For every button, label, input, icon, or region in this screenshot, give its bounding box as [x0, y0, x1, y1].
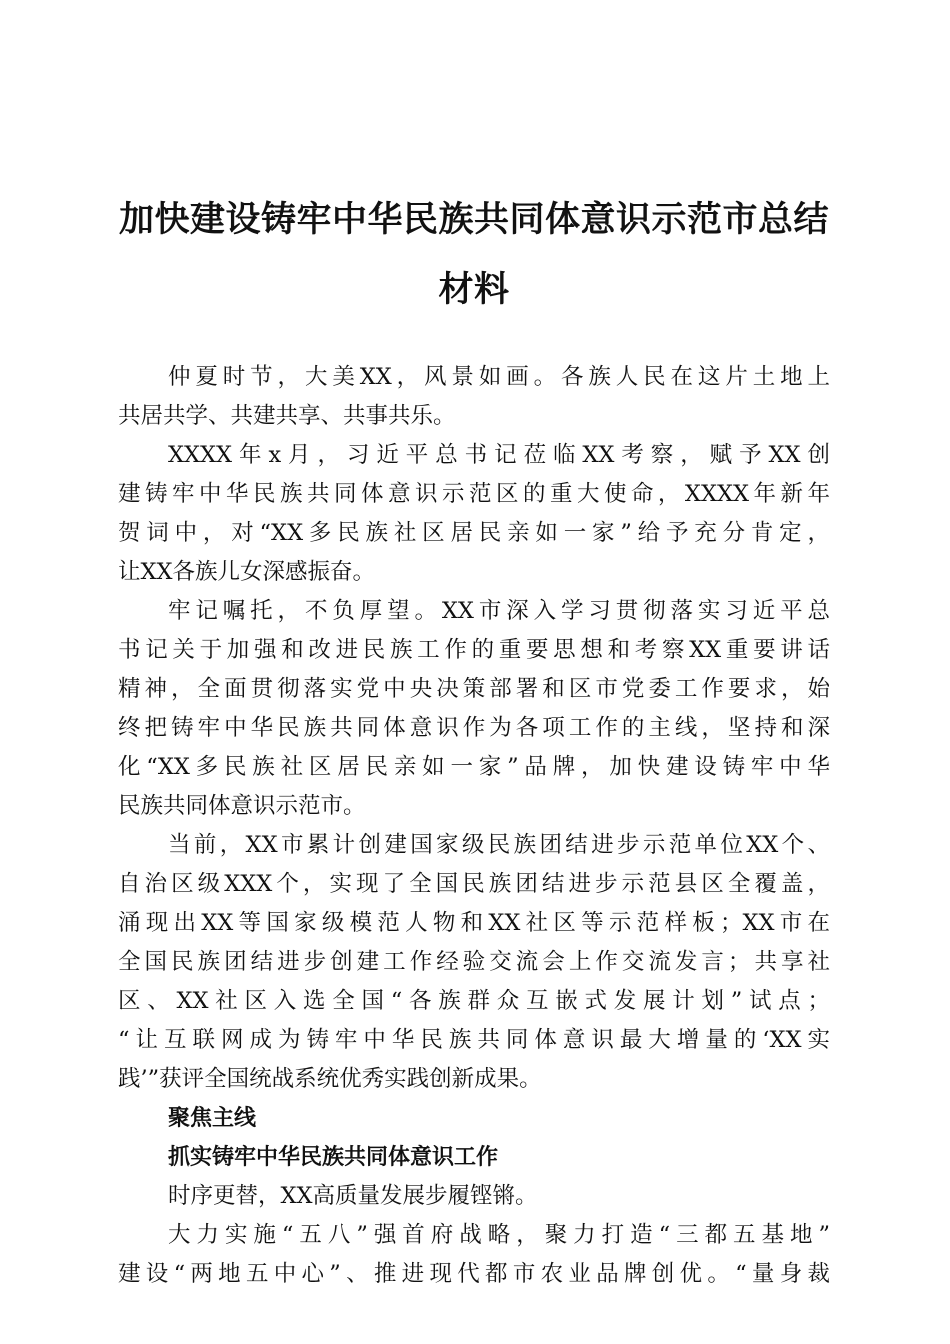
paragraph-line: 建设“两地五中心”、推进现代都市农业品牌创优。“量身裁	[118, 1261, 830, 1287]
document-title-line-2: 材料	[438, 269, 510, 310]
paragraph-line: 共居共学、共建共享、共事共乐。	[118, 403, 456, 429]
paragraph-line: “让互联网成为铸牢中华民族共同体意识最大增量的‘XX实	[118, 1027, 830, 1053]
paragraph-line: 仲夏时节，大美XX，风景如画。各族人民在这片土地上	[168, 364, 830, 390]
section-heading: 聚焦主线	[168, 1106, 257, 1131]
paragraph-line: 践’”获评全国统战系统优秀实践创新成果。	[118, 1066, 542, 1092]
section-subheading: 抓实铸牢中华民族共同体意识工作	[168, 1145, 499, 1170]
document-body	[118, 358, 830, 1294]
paragraph-line: 书记关于加强和改进民族工作的重要思想和考察XX重要讲话	[118, 637, 830, 663]
paragraph-line: 全国民族团结进步创建工作经验交流会上作交流发言；共享社	[118, 949, 830, 975]
paragraph-line: 民族共同体意识示范市。	[118, 793, 366, 819]
paragraph-line: 化“XX多民族社区居民亲如一家”品牌，加快建设铸牢中华	[118, 754, 830, 780]
paragraph-line: 区、XX社区入选全国“各族群众互嵌式发展计划”试点；	[118, 988, 830, 1014]
paragraph-line: 贺词中，对“XX多民族社区居民亲如一家”给予充分肯定，	[118, 520, 830, 546]
paragraph-line: 大力实施“五八”强首府战略，聚力打造“三都五基地”	[168, 1222, 830, 1248]
paragraph-line: 涌现出XX等国家级模范人物和XX社区等示范样板；XX市在	[118, 910, 830, 936]
paragraph-line: 自治区级XXX个，实现了全国民族团结进步示范县区全覆盖，	[118, 871, 830, 897]
paragraph-line: 时序更替，XX高质量发展步履铿锵。	[168, 1183, 538, 1209]
paragraph-line: 建铸牢中华民族共同体意识示范区的重大使命，XXXX年新年	[118, 481, 830, 507]
document-title-line-1: 加快建设铸牢中华民族共同体意识示范市总结	[118, 199, 829, 240]
paragraph-line: 当前，XX市累计创建国家级民族团结进步示范单位XX个、	[168, 832, 830, 858]
paragraph-line: 精神，全面贯彻落实党中央决策部署和区市党委工作要求，始	[118, 676, 830, 702]
paragraph-line: 牢记嘱托，不负厚望。XX市深入学习贯彻落实习近平总	[168, 598, 830, 624]
paragraph-line: 让XX各族儿女深感振奋。	[118, 559, 376, 585]
paragraph-line: XXXX年x月，习近平总书记莅临XX考察，赋予XX创	[168, 442, 830, 468]
paragraph-line: 终把铸牢中华民族共同体意识作为各项工作的主线，坚持和深	[118, 715, 830, 741]
